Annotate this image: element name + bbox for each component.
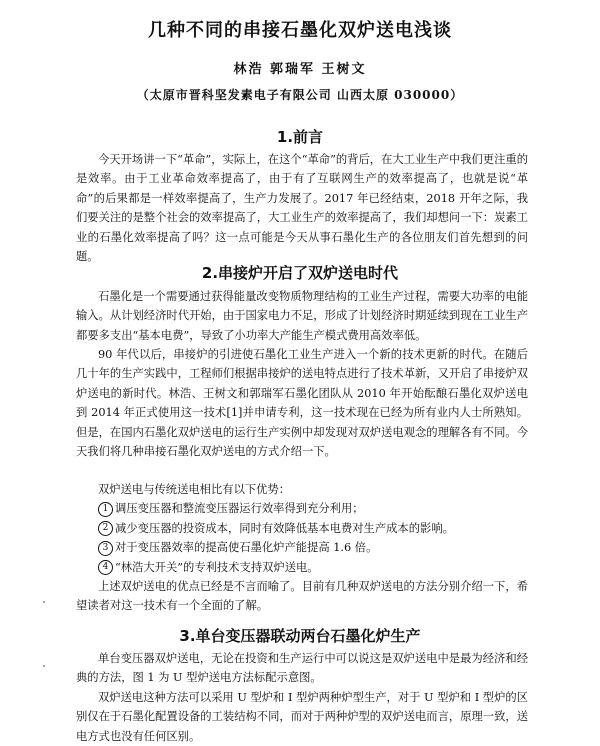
advantage-text-1: 调压变压器和整流变压器运行效率得到充分利用；	[115, 502, 364, 516]
list-item	[76, 538, 528, 557]
intro-paragraph: 今天开场讲一下“革命”，实际上，在这个“革命”的背后，在大工业生产中我们更注重的是效率。由于工业革命效率提高了，由于有了互联网生产的效率提高了，也就是说“革命”的后果都是一样效率提高了，生产力发展了。2017 年已经结束，2018 开年之际，我们要关注的是整个社会的效率提高了，大工业生产的效率提高了，我们却想问一下：炭素工业的石墨化效率提高了吗？这一点可能是今天从事石墨化生产的各位朋友们首先想到的问题。	[76, 153, 528, 264]
circled-number-1: 1	[98, 502, 113, 517]
circled-number-3: 3	[98, 541, 113, 556]
scan-speck	[43, 601, 45, 603]
section-heading-single-transformer: 3.单台变压器联动两台石墨化炉生产	[179, 627, 421, 645]
advantage-text-2: 减少变压器的投资成本，同时有效降低基本电费对生产成本的影响。	[115, 521, 454, 535]
scan-speck	[43, 665, 45, 667]
affiliation: （太原市晋科坚发素电子有限公司 山西太原 030000）	[136, 88, 464, 102]
advantage-text-3: 对于变压器效率的提高使石墨化炉产能提高 1.6 倍。	[115, 541, 378, 555]
advantages-closing-paragraph: 上述双炉送电的优点已经是不言而喻了。目前有几种双炉送电的方法分别介绍一下，希望读者对这一技术有一个全面的了解。	[76, 580, 528, 613]
authors: 林浩 郭瑞军 王树文	[233, 62, 367, 77]
single-transformer-paragraph-2: 双炉送电这种方法可以采用 U 型炉和 I 型炉两种炉型生产，对于 U 型炉和 I 型炉的区别仅在于石墨化配置设备的工装结构不同，而对于两种炉型的双炉送电而言，原理一致，送电方式也没有任何区别。	[76, 691, 528, 743]
advantages-list	[76, 480, 528, 577]
list-item	[76, 519, 528, 538]
section-heading-series-furnace: 2.串接炉开启了双炉送电时代	[201, 264, 399, 282]
paper-title: 几种不同的串接石墨化双炉送电浅谈	[148, 20, 452, 41]
circled-number-2: 2	[98, 521, 113, 536]
list-item	[76, 558, 528, 577]
series-furnace-paragraph-1: 石墨化是一个需要通过获得能量改变物质物理结构的工业生产过程，需要大功率的电能输入。从计划经济时代开始，由于国家电力不足，形成了计划经济时期延续到现在工业生产都要多支出“基本电费”，导致了小功率大产能生产模式费用高效率低。	[76, 290, 528, 342]
single-transformer-paragraph-1: 单台变压器双炉送电，无论在投资和生产运行中可以说这是双炉送电中是最为经济和经典的方法，图 1 为 U 型炉送电方法标配示意图。	[76, 652, 528, 685]
list-item	[76, 499, 528, 518]
circled-number-4: 4	[98, 560, 113, 575]
series-furnace-paragraph-2: 90 年代以后，串接炉的引进使石墨化工业生产进入一个新的技术更新的时代。在随后几十年的生产实践中，工程师们根据串接炉的送电特点进行了技术革新，又开启了串接炉双炉送电的新时代。林浩、王树文和郭瑞军石墨化团队从 2010 年开始酝酿石墨化双炉送电到 2014 年正式使用这一技术[1]并申请专利，这一技术现在已经为所有业内人士所熟知。但是，在国内石墨化双炉送电的运行生产实例中却发现对双炉送电观念的理解各有不同。今天我们将几种串接石墨化双炉送电的方式介绍一下。	[76, 348, 528, 459]
advantage-text-4: “林浩大开关”的专利技术支持双炉送电。	[115, 560, 319, 574]
section-heading-intro: 1.前言	[276, 128, 324, 146]
advantages-intro: 双炉送电与传统送电相比有以下优势：	[98, 483, 291, 496]
